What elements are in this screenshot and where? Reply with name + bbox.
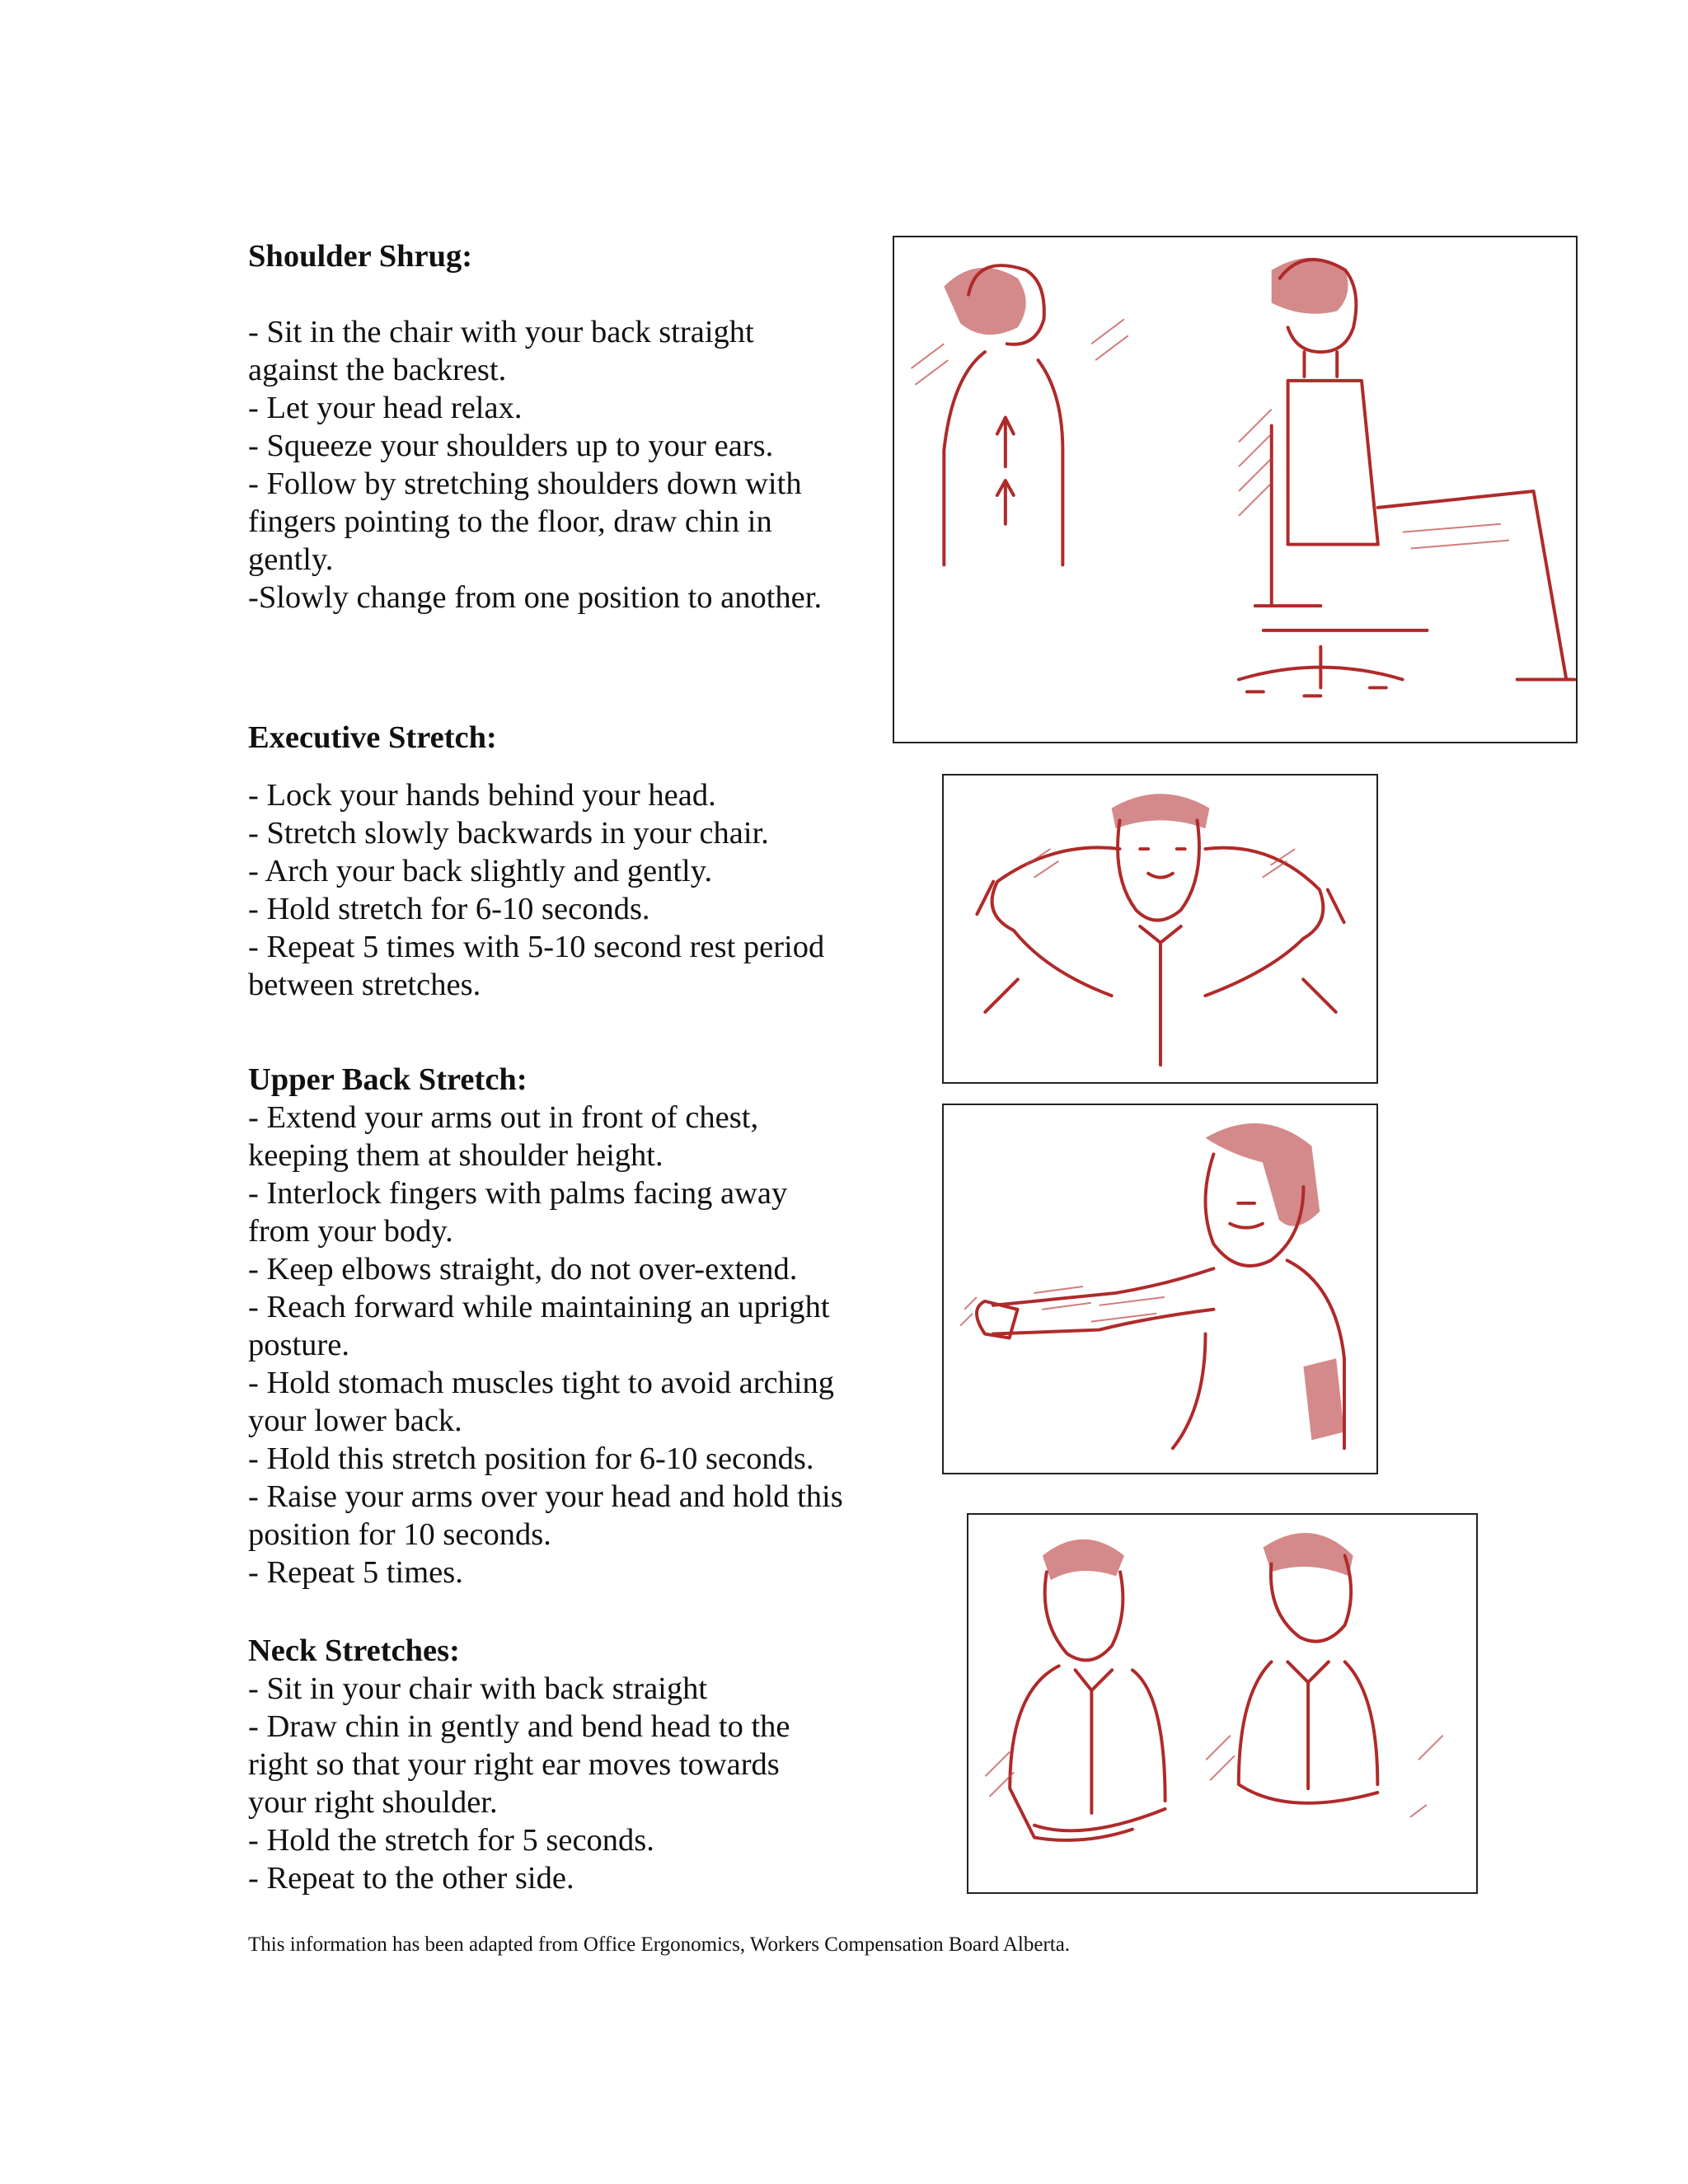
upper-back-line: - Interlock fingers with palms facing away — [248, 1176, 788, 1211]
neck-stretches-line: - Repeat to the other side. — [248, 1861, 574, 1896]
executive-stretch-section — [248, 719, 874, 1004]
upper-back-stretch-title: Upper Back Stretch: — [248, 1062, 528, 1097]
upper-back-stretch-illustration — [942, 1104, 1378, 1474]
shoulder-shrug-line: - Sit in the chair with your back straight — [248, 315, 754, 349]
neck-stretches-line: - Draw chin in gently and bend head to the — [248, 1709, 790, 1744]
executive-stretch-line: - Lock your hands behind your head. — [248, 778, 716, 813]
upper-back-stretch-drawing — [944, 1105, 1376, 1473]
shoulder-shrug-line: against the backrest. — [248, 353, 507, 387]
upper-back-line: posture. — [248, 1328, 349, 1362]
neck-stretches-line: - Hold the stretch for 5 seconds. — [248, 1823, 654, 1858]
shoulder-shrug-drawing — [894, 237, 1576, 742]
neck-stretches-line: right so that your right ear moves towards — [248, 1747, 780, 1782]
neck-stretches-section — [248, 1632, 874, 1897]
shoulder-shrug-line: fingers pointing to the floor, draw chin in — [248, 504, 772, 539]
neck-stretches-line: - Sit in your chair with back straight — [248, 1671, 708, 1706]
neck-stretches-title: Neck Stretches: — [248, 1633, 460, 1668]
executive-stretch-line: - Repeat 5 times with 5-10 second rest period — [248, 930, 825, 964]
executive-stretch-line: - Hold stretch for 6-10 seconds. — [248, 892, 650, 926]
shoulder-shrug-line: gently. — [248, 542, 334, 577]
executive-stretch-drawing — [944, 776, 1376, 1082]
shoulder-shrug-line: - Follow by stretching shoulders down with — [248, 466, 802, 501]
executive-stretch-line: - Arch your back slightly and gently. — [248, 854, 713, 888]
neck-stretches-drawing — [968, 1515, 1476, 1892]
neck-stretches-line: your right shoulder. — [248, 1785, 498, 1820]
executive-stretch-line: - Stretch slowly backwards in your chair. — [248, 816, 769, 851]
upper-back-line: - Repeat 5 times. — [248, 1555, 463, 1590]
neck-stretches-illustration — [967, 1513, 1478, 1894]
upper-back-line: - Extend your arms out in front of chest, — [248, 1100, 759, 1135]
executive-stretch-title: Executive Stretch: — [248, 720, 497, 755]
upper-back-line: from your body. — [248, 1214, 453, 1249]
shoulder-shrug-line: - Let your head relax. — [248, 391, 523, 425]
upper-back-line: - Hold this stretch position for 6-10 seconds. — [248, 1441, 814, 1476]
shoulder-shrug-line: - Squeeze your shoulders up to your ears. — [248, 429, 774, 463]
upper-back-stretch-section — [248, 1061, 891, 1591]
executive-stretch-illustration — [942, 774, 1378, 1084]
executive-stretch-line: between stretches. — [248, 968, 481, 1002]
shoulder-shrug-section — [248, 237, 874, 616]
shoulder-shrug-title: Shoulder Shrug: — [248, 239, 473, 274]
upper-back-line: your lower back. — [248, 1404, 462, 1438]
upper-back-line: - Keep elbows straight, do not over-extend. — [248, 1252, 798, 1286]
shoulder-shrug-line: -Slowly change from one position to another. — [248, 580, 823, 615]
source-footnote: This information has been adapted from Office Ergonomics, Workers Compensation Board Alberta. — [248, 1933, 1071, 1956]
upper-back-line: - Hold stomach muscles tight to avoid arching — [248, 1366, 835, 1400]
upper-back-line: position for 10 seconds. — [248, 1517, 551, 1552]
shoulder-shrug-illustration — [893, 236, 1578, 743]
upper-back-line: - Reach forward while maintaining an upright — [248, 1290, 830, 1324]
upper-back-line: keeping them at shoulder height. — [248, 1138, 663, 1173]
upper-back-line: - Raise your arms over your head and hold this — [248, 1479, 843, 1514]
